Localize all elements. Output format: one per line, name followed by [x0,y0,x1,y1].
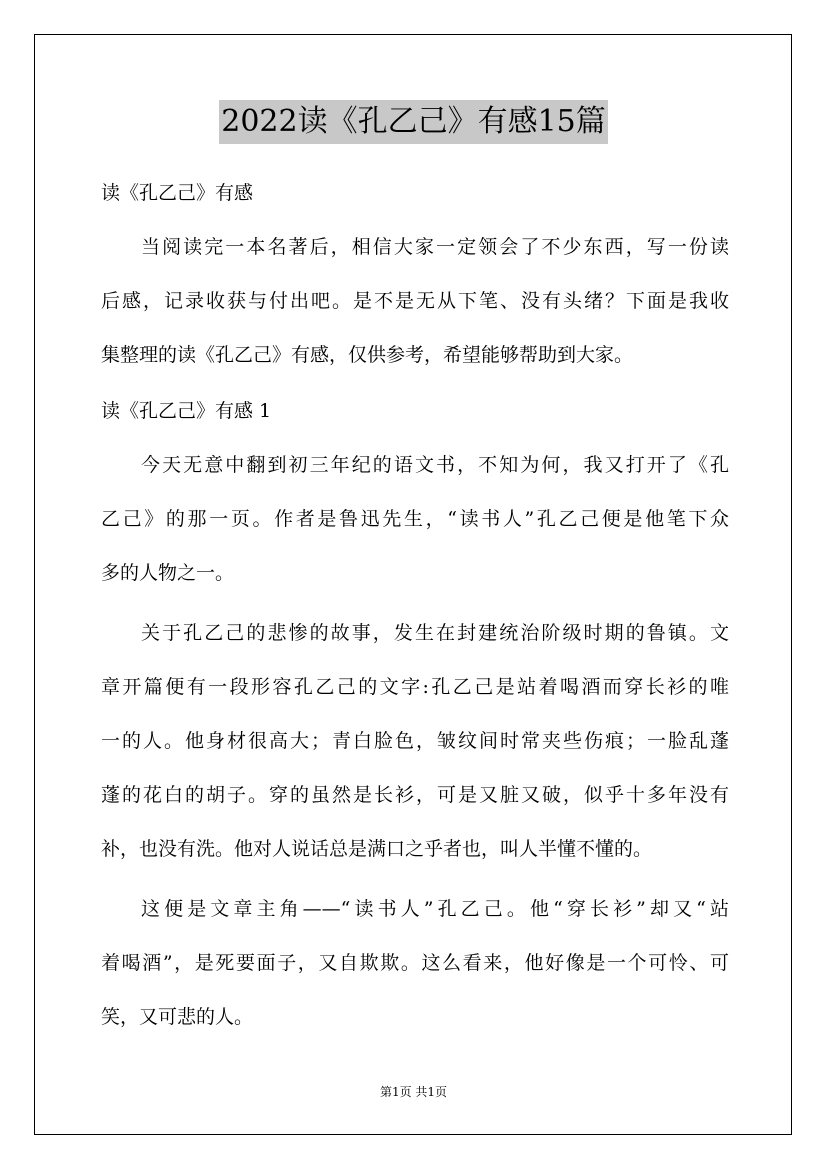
section-heading: 读《孔乙己》有感 [101,182,254,204]
document-body [101,170,729,1050]
text-line: 当阅读完一本名著后，相信大家一定领会了不少东西，写一份读 [141,236,729,258]
text-line: 后感，记录收获与付出吧。是不是无从下笔、没有头绪？下面是我收 [101,290,729,312]
text-line: 笑，又可悲的人。 [101,1006,254,1028]
text-line: 补，也没有洗。他对人说话总是满口之乎者也，叫人半懂不懂的。 [101,838,653,860]
paragraph [101,220,729,382]
text-line: 今天无意中翻到初三年纪的语文书，不知为何，我又打开了《孔 [141,454,729,476]
page-footer: 第1页 共1页 [379,1085,448,1099]
document-title: 2022读《孔乙己》有感15篇 [219,100,608,144]
text-line: 乙己》的那一页。作者是鲁迅先生，“读书人”孔乙己便是他笔下众 [101,508,729,530]
paragraph [101,606,729,876]
text-line: 蓬的花白的胡子。穿的虽然是长衫，可是又脏又破，似乎十多年没有 [101,784,729,806]
title-container [0,100,827,144]
text-line: 章开篇便有一段形容孔乙己的文字:孔乙己是站着喝酒而穿长衫的唯 [101,676,729,698]
text-line: 着喝酒”，是死要面子，又自欺欺。这么看来，他好像是一个可怜、可 [101,952,729,974]
text-line: 关于孔乙己的悲惨的故事，发生在封建统治阶级时期的鲁镇。文 [141,622,729,644]
text-line: 一的人。他身材很高大；青白脸色，皱纹间时常夹些伤痕；一脸乱蓬 [101,730,729,752]
text-line: 集整理的读《孔乙己》有感，仅供参考，希望能够帮助到大家。 [101,344,634,366]
paragraph [101,882,729,1044]
text-line: 多的人物之一。 [101,562,235,584]
section-heading: 读《孔乙己》有感 1 [101,400,272,422]
paragraph [101,438,729,600]
text-line: 这便是文章主角——“读书人”孔乙己。他“穿长衫”却又“站 [141,898,729,920]
